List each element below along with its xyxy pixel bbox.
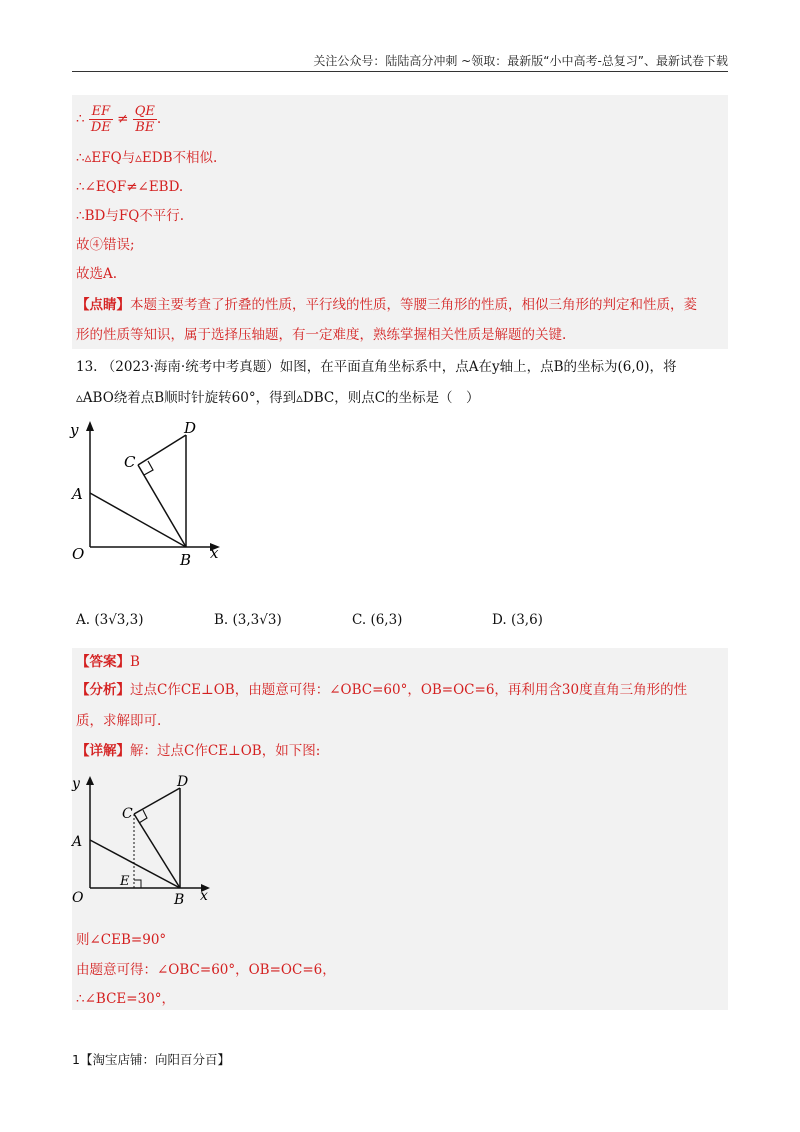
label-o: O [72, 545, 85, 563]
label-c: C [124, 453, 136, 471]
label-b: B [180, 551, 192, 569]
detail-line: 【详解】解：过点C作CE⊥OB，如下图: [76, 743, 321, 759]
step-line-3: ∴∠BCE=30°， [76, 991, 175, 1007]
label-b: B [174, 892, 185, 908]
option-a[interactable]: A. (3√3,3) [76, 612, 144, 628]
solution-line-6: 故选A. [76, 266, 118, 282]
step-line-2: 由题意可得：∠OBC=60°，OB=OC=6， [76, 962, 336, 978]
remark-line-2: 形的性质等知识，属于选择压轴题，有一定难度，熟练掌握相关性质是解题的关键. [76, 327, 567, 343]
solution-line-5: 故④错误; [76, 237, 135, 253]
analysis-line-1: 【分析】过点C作CE⊥OB，由题意可得：∠OBC=60°，OB=OC=6，再利用含30度直角三角形的性 [76, 682, 688, 698]
option-b[interactable]: B. (3,3√3) [214, 612, 282, 628]
label-y: y [72, 776, 80, 792]
fraction-ef-de: $\frac{EF}{DE}$ [90, 104, 111, 135]
label-a: A [72, 834, 83, 850]
label-c: C [122, 806, 133, 822]
option-c[interactable]: C. (6,3) [352, 612, 403, 628]
question-line-2: ▵ABO绕着点B顺时针旋转60°，得到▵DBC，则点C的坐标是（ ） [76, 390, 480, 406]
label-y: y [70, 421, 79, 439]
question-figure [60, 415, 230, 575]
label-a: A [72, 485, 83, 503]
step-line-1: 则∠CEB=90° [76, 932, 167, 948]
fraction-line: ∴ $\frac{EF}{DE}$ ≠ $\frac{QE}{BE}$ . [76, 104, 162, 135]
label-d: D [177, 774, 189, 790]
page-header: 关注公众号：陆陆高分冲刺 ~领取：最新版“小中高考-总复习”、最新试卷下载 [313, 54, 728, 68]
solution-line-4: ∴BD与FQ不平行. [76, 208, 185, 224]
label-o: O [72, 890, 84, 906]
page-footer: 1【淘宝店铺：向阳百分百】 [72, 1052, 230, 1067]
label-e: E [120, 874, 130, 889]
option-d[interactable]: D. (3,6) [492, 612, 543, 628]
label-x: x [210, 544, 219, 562]
solution-figure [60, 770, 230, 910]
remark-line-1: 【点睛】本题主要考查了折叠的性质，平行线的性质，等腰三角形的性质，相似三角形的判定和性质，菱 [76, 297, 697, 313]
header-rule [72, 71, 728, 72]
solution-line-2: ∴▵EFQ与▵EDB不相似. [76, 150, 218, 166]
question-line-1: 13. （2023·海南·统考中考真题）如图，在平面直角坐标系中，点A在y轴上，点B的坐标为(6,0)，将 [76, 359, 677, 375]
label-d: D [184, 419, 197, 437]
fraction-qe-be: $\frac{QE}{BE}$ [134, 104, 155, 135]
label-x: x [200, 888, 208, 904]
solution-line-3: ∴∠EQF≠∠EBD. [76, 179, 184, 195]
answer-line: 【答案】B [76, 654, 140, 670]
analysis-line-2: 质，求解即可. [76, 713, 162, 729]
